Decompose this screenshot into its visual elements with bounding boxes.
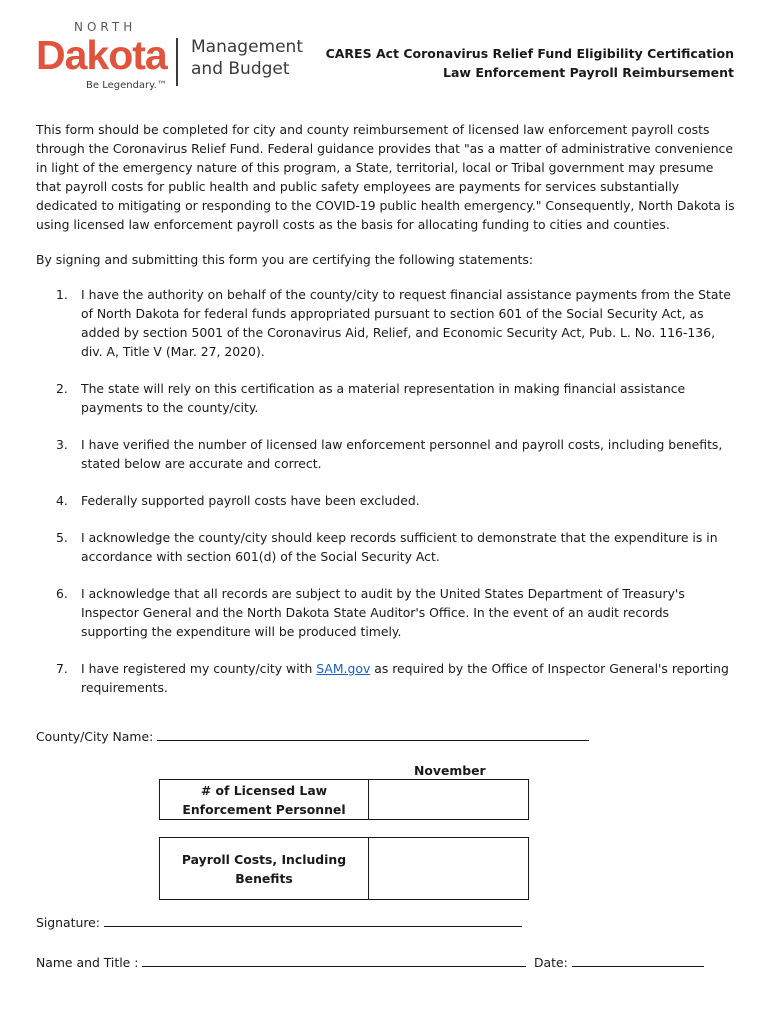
signature-label: Signature:	[36, 915, 100, 930]
form-title	[326, 44, 734, 82]
county-city-input[interactable]	[157, 726, 589, 741]
county-city-row	[36, 726, 589, 744]
list-item	[36, 528, 736, 566]
personnel-box	[159, 779, 529, 820]
form-title-line2: Law Enforcement Payroll Reimbursement	[443, 65, 734, 80]
certification-lead: By signing and submitting this form you are certifying the following statements:	[36, 252, 534, 267]
county-city-label: County/City Name:	[36, 729, 154, 744]
signature-input[interactable]	[104, 912, 522, 927]
list-item-number: 5.	[56, 530, 68, 545]
list-item	[36, 379, 736, 417]
list-item-text: Federally supported payroll costs have been excluded.	[81, 493, 420, 508]
list-item-number: 2.	[56, 381, 68, 396]
list-item-text: I acknowledge that all records are subject to audit by the United States Department of Treasury's Inspector General and the North Dakota State Auditor's Office. In the event of an audit records supporting the expenditure will be produced timely.	[81, 586, 685, 639]
intro-paragraph: This form should be completed for city and county reimbursement of licensed law enforcement payroll costs through the Coronavirus Relief Fund. Federal guidance provides that "as a matter of administrative convenience in light of the emergency nature of this program, a State, territorial, local or Tribal government may presume that payroll costs for public health and public safety employees are payments for services substantially dedicated to mitigating or responding to the COVID-19 public health emergency." Consequently, North Dakota is using licensed law enforcement payroll costs as the basis for allocating funding to cities and counties.	[36, 122, 735, 232]
personnel-label: # of Licensed Law Enforcement Personnel	[160, 780, 369, 819]
list-item	[36, 491, 736, 510]
logo-tagline: Be Legendary.™	[86, 80, 167, 91]
form-body	[36, 120, 736, 715]
name-title-row	[36, 952, 526, 970]
date-label: Date:	[534, 955, 568, 970]
personnel-input[interactable]	[369, 780, 528, 819]
nd-omb-logo	[36, 18, 336, 98]
list-item-number: 1.	[56, 287, 68, 302]
list-item	[36, 659, 736, 697]
list-item	[36, 285, 736, 361]
list-item	[36, 584, 736, 641]
date-input[interactable]	[572, 952, 704, 967]
month-header: November	[414, 763, 486, 778]
list-item-number: 7.	[56, 661, 68, 676]
payroll-input[interactable]	[369, 838, 528, 899]
list-item-text: I acknowledge the county/city should keep records sufficient to demonstrate that the expenditure is in accordance with section 601(d) of the Social Security Act.	[81, 530, 718, 564]
list-item-number: 6.	[56, 586, 68, 601]
date-row	[534, 952, 704, 970]
list-item-text: I have verified the number of licensed law enforcement personnel and payroll costs, including benefits, stated below are accurate and correct.	[81, 437, 723, 471]
sam-gov-link[interactable]: SAM.gov	[316, 661, 371, 676]
logo-north-text: NORTH	[74, 20, 137, 34]
logo-department: Management and Budget	[191, 37, 303, 79]
list-item-text-after: as required by the Office of Inspector General's reporting requirements.	[81, 661, 729, 695]
list-item-number: 3.	[56, 437, 68, 452]
logo-divider	[176, 38, 178, 86]
payroll-label: Payroll Costs, Including Benefits	[160, 838, 369, 899]
list-item-text-before: I have registered my county/city with	[81, 661, 317, 676]
list-item-text: I have the authority on behalf of the county/city to request financial assistance payments from the State of North Dakota for federal funds appropriated pursuant to section 601 of the Social Security Act, as added by section 5001 of the Coronavirus Aid, Relief, and Economic Security Act, Pub. L. No. 116-136, div. A, Title V (Mar. 27, 2020).	[81, 287, 731, 359]
statements-list	[36, 285, 736, 697]
name-title-input[interactable]	[142, 952, 526, 967]
list-item-text: The state will rely on this certification as a material representation in making financial assistance payments to the county/city.	[81, 381, 686, 415]
payroll-box	[159, 837, 529, 900]
form-title-line1: CARES Act Coronavirus Relief Fund Eligibility Certification	[325, 46, 734, 61]
signature-row	[36, 912, 522, 930]
list-item	[36, 435, 736, 473]
list-item-number: 4.	[56, 493, 68, 508]
logo-dakota-text: Dakota	[36, 32, 167, 78]
name-title-label: Name and Title :	[36, 955, 139, 970]
